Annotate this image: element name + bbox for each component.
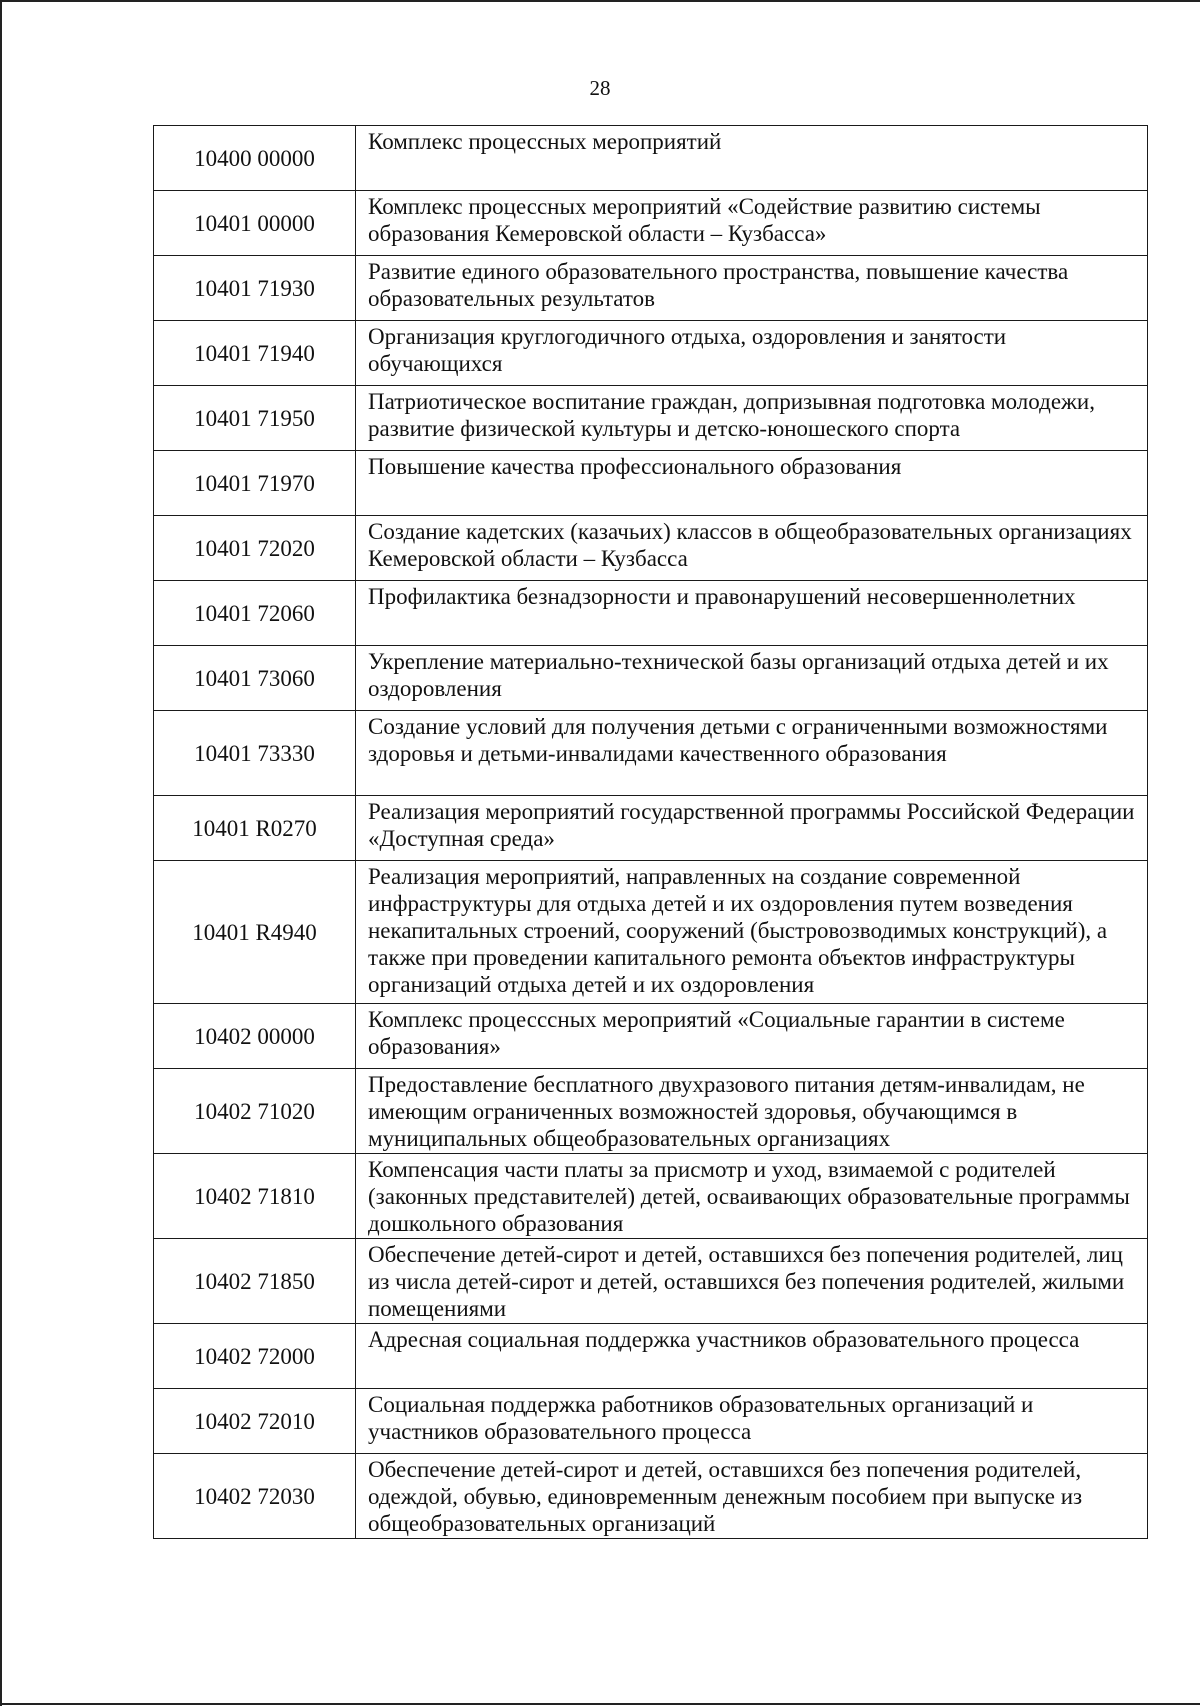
- table-row: [154, 191, 1148, 256]
- row-code: 10402 71810: [154, 1154, 356, 1239]
- row-description: Организация круглогодичного отдыха, оздоровления и занятости обучающихся: [356, 321, 1148, 386]
- row-description: Профилактика безнадзорности и правонарушений несовершеннолетних: [356, 581, 1148, 646]
- row-code: 10400 00000: [154, 126, 356, 191]
- table-row: [154, 861, 1148, 1004]
- row-description: Компенсация части платы за присмотр и уход, взимаемой с родителей (законных представителей) детей, осваивающих образовательные программы дошкольного образования: [356, 1154, 1148, 1239]
- table-body: [154, 126, 1148, 1539]
- table-row: [154, 1154, 1148, 1239]
- row-description: Обеспечение детей-сирот и детей, оставшихся без попечения родителей, лиц из числа детей-сирот и детей, оставшихся без попечения родителей, жилыми помещениями: [356, 1239, 1148, 1324]
- table-row: [154, 796, 1148, 861]
- row-description: Комплекс процессных мероприятий: [356, 126, 1148, 191]
- row-description: Реализация мероприятий, направленных на создание современной инфраструктуры для отдыха детей и их оздоровления путем возведения некапитальных строений, сооружений (быстровозводимых конструкций), а также при проведении капитального ремонта объектов инфраструктуры организаций отдыха детей и их оздоровления: [356, 861, 1148, 1004]
- row-description: Создание условий для получения детьми с ограниченными возможностями здоровья и детьми-инвалидами качественного образования: [356, 711, 1148, 796]
- row-description: Создание кадетских (казачьих) классов в общеобразовательных организациях Кемеровской области – Кузбасса: [356, 516, 1148, 581]
- row-code: 10401 73060: [154, 646, 356, 711]
- row-code: 10401 R4940: [154, 861, 356, 1004]
- row-code: 10402 71020: [154, 1069, 356, 1154]
- row-description: Комплекс процессных мероприятий «Содействие развитию системы образования Кемеровской области – Кузбасса»: [356, 191, 1148, 256]
- table-row: [154, 1389, 1148, 1454]
- row-description: Социальная поддержка работников образовательных организаций и участников образовательного процесса: [356, 1389, 1148, 1454]
- table-row: [154, 516, 1148, 581]
- row-code: 10402 72010: [154, 1389, 356, 1454]
- table-row: [154, 646, 1148, 711]
- row-description: Патриотическое воспитание граждан, допризывная подготовка молодежи, развитие физической культуры и детско-юношеского спорта: [356, 386, 1148, 451]
- scan-top-edge: [0, 0, 1200, 2]
- row-description: Развитие единого образовательного пространства, повышение качества образовательных результатов: [356, 256, 1148, 321]
- scan-left-edge: [0, 0, 2, 1706]
- row-description: Реализация мероприятий государственной программы Российской Федерации «Доступная среда»: [356, 796, 1148, 861]
- row-description: Укрепление материально-технической базы организаций отдыха детей и их оздоровления: [356, 646, 1148, 711]
- row-code: 10401 R0270: [154, 796, 356, 861]
- row-description: Комплекс процесссных мероприятий «Социальные гарантии в системе образования»: [356, 1004, 1148, 1069]
- row-code: 10402 71850: [154, 1239, 356, 1324]
- table-row: [154, 321, 1148, 386]
- table-row: [154, 1324, 1148, 1389]
- table-row: [154, 581, 1148, 646]
- row-code: 10401 00000: [154, 191, 356, 256]
- table-row: [154, 451, 1148, 516]
- budget-classification-table: [153, 125, 1148, 1539]
- table-row: [154, 1239, 1148, 1324]
- row-code: 10401 73330: [154, 711, 356, 796]
- table-row: [154, 1069, 1148, 1154]
- table-row: [154, 711, 1148, 796]
- table-row: [154, 386, 1148, 451]
- table-row: [154, 1454, 1148, 1539]
- table-row: [154, 1004, 1148, 1069]
- row-description: Обеспечение детей-сирот и детей, оставшихся без попечения родителей, одеждой, обувью, единовременным денежным пособием при выпуске из общеобразовательных организаций: [356, 1454, 1148, 1539]
- row-code: 10401 72060: [154, 581, 356, 646]
- row-code: 10401 71930: [154, 256, 356, 321]
- row-description: Предоставление бесплатного двухразового питания детям-инвалидам, не имеющим ограниченных возможностей здоровья, обучающимся в муниципальных общеобразовательных организациях: [356, 1069, 1148, 1154]
- table-row: [154, 256, 1148, 321]
- row-code: 10402 72030: [154, 1454, 356, 1539]
- table-row: [154, 126, 1148, 191]
- row-code: 10401 71950: [154, 386, 356, 451]
- row-code: 10402 72000: [154, 1324, 356, 1389]
- row-code: 10401 71940: [154, 321, 356, 386]
- row-description: Повышение качества профессионального образования: [356, 451, 1148, 516]
- row-description: Адресная социальная поддержка участников образовательного процесса: [356, 1324, 1148, 1389]
- page-number: 28: [589, 76, 611, 100]
- row-code: 10401 71970: [154, 451, 356, 516]
- row-code: 10401 72020: [154, 516, 356, 581]
- scan-bottom-edge: [0, 1703, 1200, 1705]
- row-code: 10402 00000: [154, 1004, 356, 1069]
